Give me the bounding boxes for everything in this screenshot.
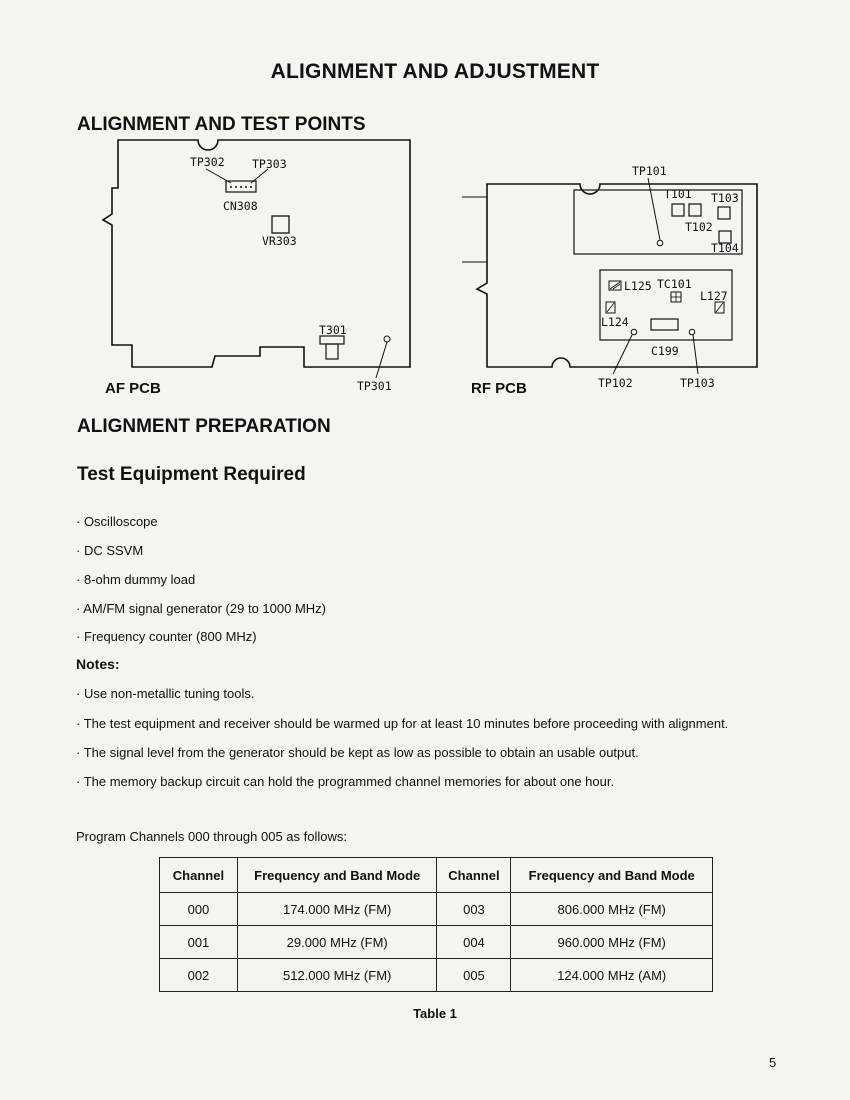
- program-instructions: Program Channels 000 through 005 as follows:: [76, 829, 347, 844]
- tp101-label: TP101: [632, 164, 667, 178]
- table-row: [160, 926, 713, 959]
- note-item: · The memory backup circuit can hold the programmed channel memories for about one hour.: [76, 774, 615, 789]
- channel-table: [159, 857, 713, 992]
- table-caption: Table 1: [413, 1006, 457, 1021]
- table-row: [160, 893, 713, 926]
- table-cell: 174.000 MHz (FM): [237, 893, 437, 926]
- tp301-label: TP301: [357, 379, 392, 393]
- section-heading-alignment-preparation: ALIGNMENT PREPARATION: [77, 416, 331, 437]
- table-cell: 960.000 MHz (FM): [511, 926, 713, 959]
- t102-label: T102: [685, 220, 713, 234]
- l125-label: L125: [624, 279, 652, 293]
- table-header-row: [160, 858, 713, 893]
- table-cell: 004: [437, 926, 511, 959]
- page-number: 5: [769, 1055, 777, 1070]
- af-pcb-label: AF PCB: [105, 380, 161, 397]
- table-cell: 806.000 MHz (FM): [511, 893, 713, 926]
- tp302-label: TP302: [190, 155, 225, 169]
- rf-pcb-label: RF PCB: [471, 380, 527, 397]
- tc101-label: TC101: [657, 277, 692, 291]
- table-cell: 124.000 MHz (AM): [511, 959, 713, 992]
- equipment-item: · 8-ohm dummy load: [76, 572, 196, 587]
- note-item: · The test equipment and receiver should be warmed up for at least 10 minutes before proceeding with alignment.: [76, 716, 729, 731]
- vr303-label: VR303: [262, 234, 297, 248]
- column-header-frequency: Frequency and Band Mode: [511, 858, 713, 893]
- column-header-frequency: Frequency and Band Mode: [237, 858, 437, 893]
- t103-label: T103: [711, 191, 739, 205]
- equipment-item: · DC SSVM: [76, 543, 144, 558]
- subheading-test-equipment: Test Equipment Required: [77, 464, 306, 485]
- t104-label: T104: [711, 241, 739, 255]
- c199-label: C199: [651, 344, 679, 358]
- table-row: [160, 959, 713, 992]
- equipment-item: · AM/FM signal generator (29 to 1000 MHz): [76, 601, 326, 616]
- rf-pcb-diagram: [0, 0, 850, 420]
- section-heading-alignment-points: ALIGNMENT AND TEST POINTS: [77, 114, 366, 135]
- page-title: ALIGNMENT AND ADJUSTMENT: [270, 60, 600, 83]
- table-cell: 001: [160, 926, 238, 959]
- tp102-label: TP102: [598, 376, 633, 390]
- l124-label: L124: [601, 315, 629, 329]
- tp103-label: TP103: [680, 376, 715, 390]
- equipment-item: · Frequency counter (800 MHz): [76, 629, 257, 644]
- table-cell: 002: [160, 959, 238, 992]
- tp303-label: TP303: [252, 157, 287, 171]
- column-header-channel: Channel: [160, 858, 238, 893]
- note-item: · The signal level from the generator should be kept as low as possible to obtain an usable output.: [76, 745, 639, 760]
- table-cell: 005: [437, 959, 511, 992]
- equipment-item: · Oscilloscope: [76, 514, 158, 529]
- notes-heading: Notes:: [76, 656, 120, 672]
- l127-label: L127: [700, 289, 728, 303]
- note-item: · Use non-metallic tuning tools.: [76, 686, 255, 701]
- cn308-label: CN308: [223, 199, 258, 213]
- rf-pcb-outline: [0, 0, 850, 420]
- table-cell: 29.000 MHz (FM): [237, 926, 437, 959]
- t101-label: T101: [664, 187, 692, 201]
- table-cell: 512.000 MHz (FM): [237, 959, 437, 992]
- table-cell: 000: [160, 893, 238, 926]
- column-header-channel: Channel: [437, 858, 511, 893]
- table-cell: 003: [437, 893, 511, 926]
- t301-label: T301: [319, 323, 347, 337]
